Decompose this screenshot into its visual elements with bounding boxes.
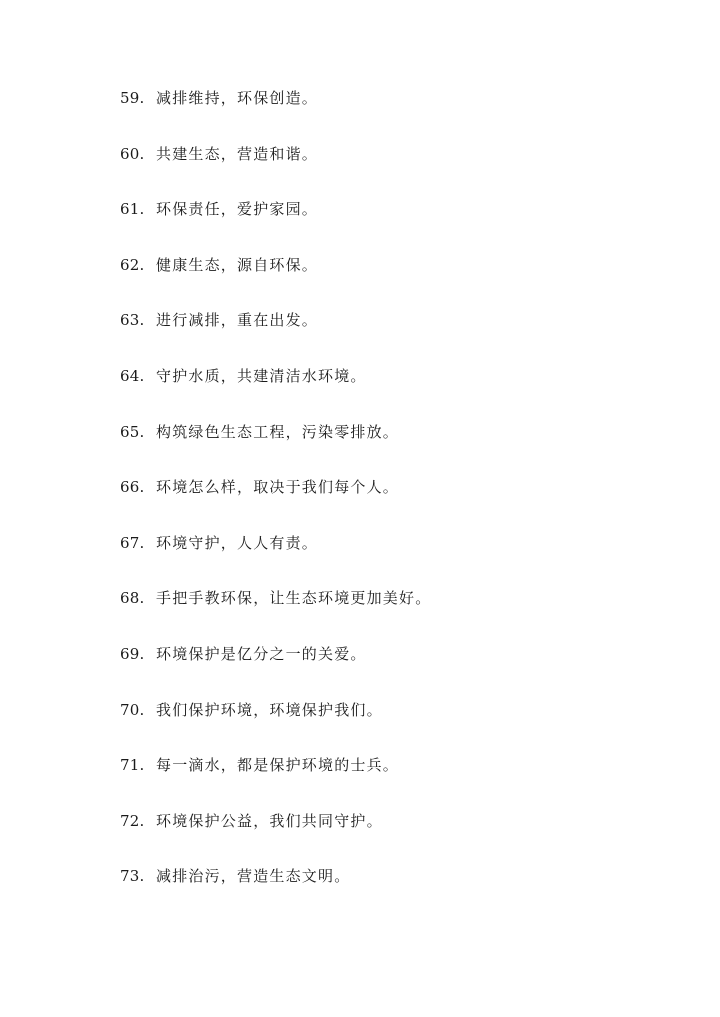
item-text: 每一滴水，都是保护环境的士兵。 bbox=[156, 756, 400, 775]
item-number: 67. bbox=[120, 533, 145, 552]
list-item bbox=[120, 754, 640, 810]
item-text: 守护水质，共建清洁水环境。 bbox=[156, 366, 367, 385]
list-item bbox=[120, 865, 640, 921]
list-item bbox=[120, 643, 640, 699]
item-number: 62. bbox=[120, 255, 145, 274]
item-text: 减排治污，营造生态文明。 bbox=[156, 867, 351, 886]
item-number: 68. bbox=[120, 589, 145, 608]
item-number: 60. bbox=[120, 144, 145, 163]
item-text: 环保责任，爱护家园。 bbox=[156, 200, 319, 219]
item-number: 71. bbox=[120, 756, 145, 775]
item-number: 69. bbox=[120, 644, 145, 663]
item-number: 59. bbox=[120, 89, 145, 107]
item-number: 66. bbox=[120, 478, 145, 497]
item-number: 63. bbox=[120, 311, 145, 330]
item-text: 构筑绿色生态工程，污染零排放。 bbox=[156, 422, 400, 441]
item-number: 72. bbox=[120, 811, 145, 830]
item-text: 环境怎么样，取决于我们每个人。 bbox=[156, 478, 400, 497]
item-text: 环境保护公益，我们共同守护。 bbox=[156, 811, 383, 830]
item-number: 73. bbox=[120, 867, 145, 886]
item-text: 环境守护，人人有责。 bbox=[156, 533, 319, 552]
list-item bbox=[120, 421, 640, 477]
item-text: 共建生态，营造和谐。 bbox=[156, 144, 319, 163]
item-number: 65. bbox=[120, 422, 145, 441]
list-item bbox=[120, 532, 640, 588]
slogan-list bbox=[120, 87, 640, 921]
item-number: 64. bbox=[120, 366, 145, 385]
list-item bbox=[120, 309, 640, 365]
item-text: 环境保护是亿分之一的关爱。 bbox=[156, 644, 367, 663]
list-item bbox=[120, 365, 640, 421]
list-item bbox=[120, 87, 640, 143]
item-text: 减排维持，环保创造。 bbox=[156, 89, 319, 107]
list-item bbox=[120, 143, 640, 199]
item-text: 我们保护环境，环境保护我们。 bbox=[156, 700, 383, 719]
list-item bbox=[120, 254, 640, 310]
item-text: 健康生态，源自环保。 bbox=[156, 255, 319, 274]
list-item bbox=[120, 810, 640, 866]
list-item bbox=[120, 699, 640, 755]
list-item bbox=[120, 587, 640, 643]
list-item bbox=[120, 476, 640, 532]
item-text: 进行减排，重在出发。 bbox=[156, 311, 319, 330]
item-number: 70. bbox=[120, 700, 145, 719]
list-item bbox=[120, 198, 640, 254]
item-text: 手把手教环保，让生态环境更加美好。 bbox=[156, 589, 432, 608]
item-number: 61. bbox=[120, 200, 145, 219]
